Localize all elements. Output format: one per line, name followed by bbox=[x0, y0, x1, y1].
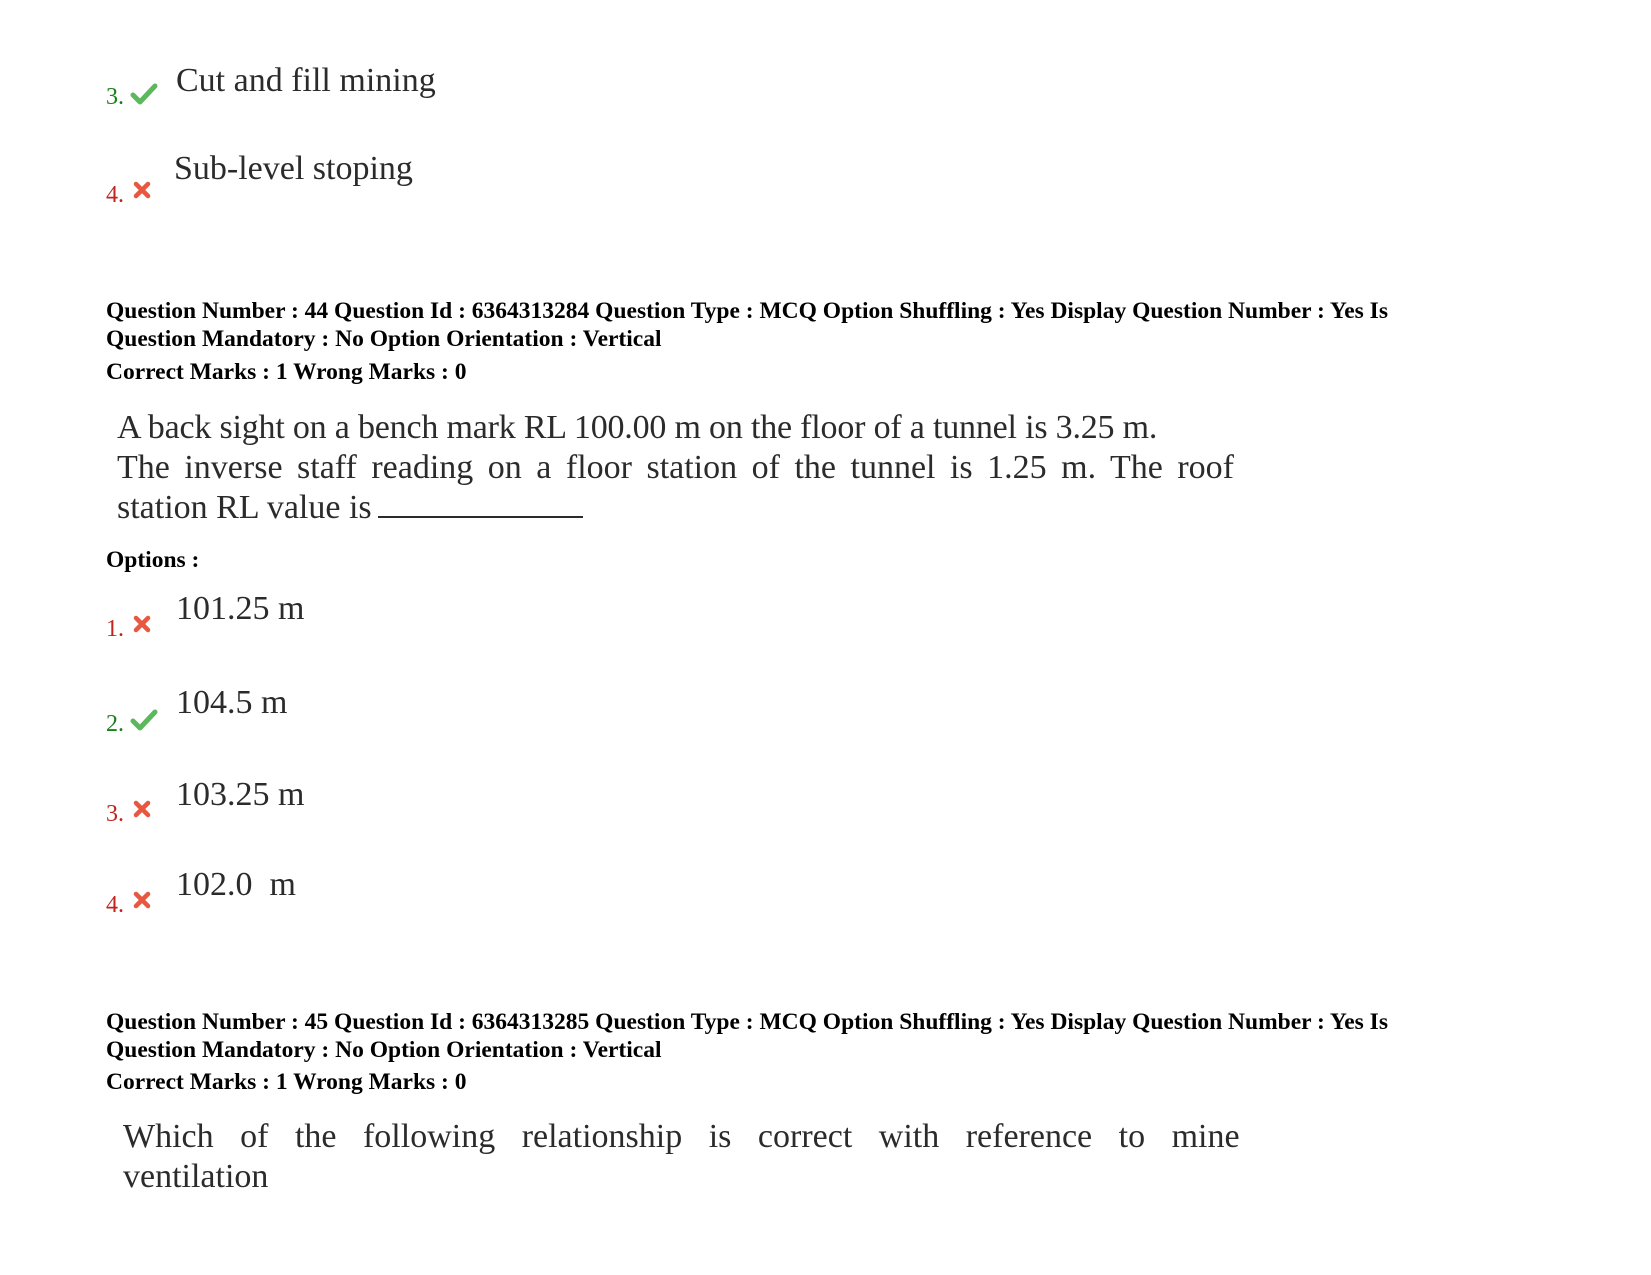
cross-icon bbox=[133, 800, 151, 818]
q45-metadata bbox=[106, 1008, 1546, 1064]
option-number: 3. bbox=[106, 84, 124, 110]
stem-line: The inverse staff reading on a floor station of the tunnel is 1.25 m. The roof bbox=[117, 449, 1234, 486]
stem-line: Which of the following relationship is correct with reference to mine bbox=[123, 1118, 1240, 1155]
q44-meta-line1: Question Number : 44 Question Id : 6364313284 Question Type : MCQ Option Shuffling : Yes Display Question Number : Yes Is bbox=[106, 298, 1388, 324]
q44-option-2 bbox=[106, 684, 706, 744]
option-number: 4. bbox=[106, 892, 124, 918]
stem-line-with-blank bbox=[117, 488, 1234, 528]
answer-blank bbox=[378, 488, 583, 518]
option-number: 4. bbox=[106, 182, 124, 208]
q45-meta-line1: Question Number : 45 Question Id : 6364313285 Question Type : MCQ Option Shuffling : Yes Display Question Number : Yes Is bbox=[106, 1009, 1388, 1035]
check-icon bbox=[130, 80, 158, 108]
option-text: Sub-level stoping bbox=[174, 150, 413, 187]
stem-line: ventilation bbox=[123, 1158, 269, 1195]
q44-metadata bbox=[106, 297, 1546, 353]
q45-question-stem bbox=[123, 1117, 1240, 1197]
stem-line: station RL value is bbox=[117, 489, 372, 526]
cross-icon bbox=[133, 615, 151, 633]
option-text: Cut and fill mining bbox=[176, 62, 436, 99]
option-number: 2. bbox=[106, 711, 124, 737]
q45-meta-line2: Question Mandatory : No Option Orientation : Vertical bbox=[106, 1037, 662, 1063]
q44-option-3 bbox=[106, 776, 706, 836]
q43-option-4 bbox=[106, 150, 706, 210]
stem-line: A back sight on a bench mark RL 100.00 m on the floor of a tunnel is 3.25 m. bbox=[117, 409, 1158, 446]
option-text: 103.25 m bbox=[176, 776, 305, 813]
check-icon bbox=[130, 706, 158, 734]
option-text: 102.0 m bbox=[176, 866, 296, 903]
q44-option-4 bbox=[106, 866, 706, 926]
q44-meta-line2: Question Mandatory : No Option Orientation : Vertical bbox=[106, 326, 662, 352]
q44-marks: Correct Marks : 1 Wrong Marks : 0 bbox=[106, 359, 467, 385]
q44-option-1 bbox=[106, 590, 706, 650]
cross-icon bbox=[133, 181, 151, 199]
q43-option-3 bbox=[106, 62, 706, 122]
q44-question-stem bbox=[117, 408, 1234, 528]
option-text: 101.25 m bbox=[176, 590, 305, 627]
option-text: 104.5 m bbox=[176, 684, 288, 721]
q44-options-label: Options : bbox=[106, 547, 200, 573]
cross-icon bbox=[133, 891, 151, 909]
q45-marks: Correct Marks : 1 Wrong Marks : 0 bbox=[106, 1069, 467, 1095]
option-number: 1. bbox=[106, 616, 124, 642]
option-number: 3. bbox=[106, 801, 124, 827]
